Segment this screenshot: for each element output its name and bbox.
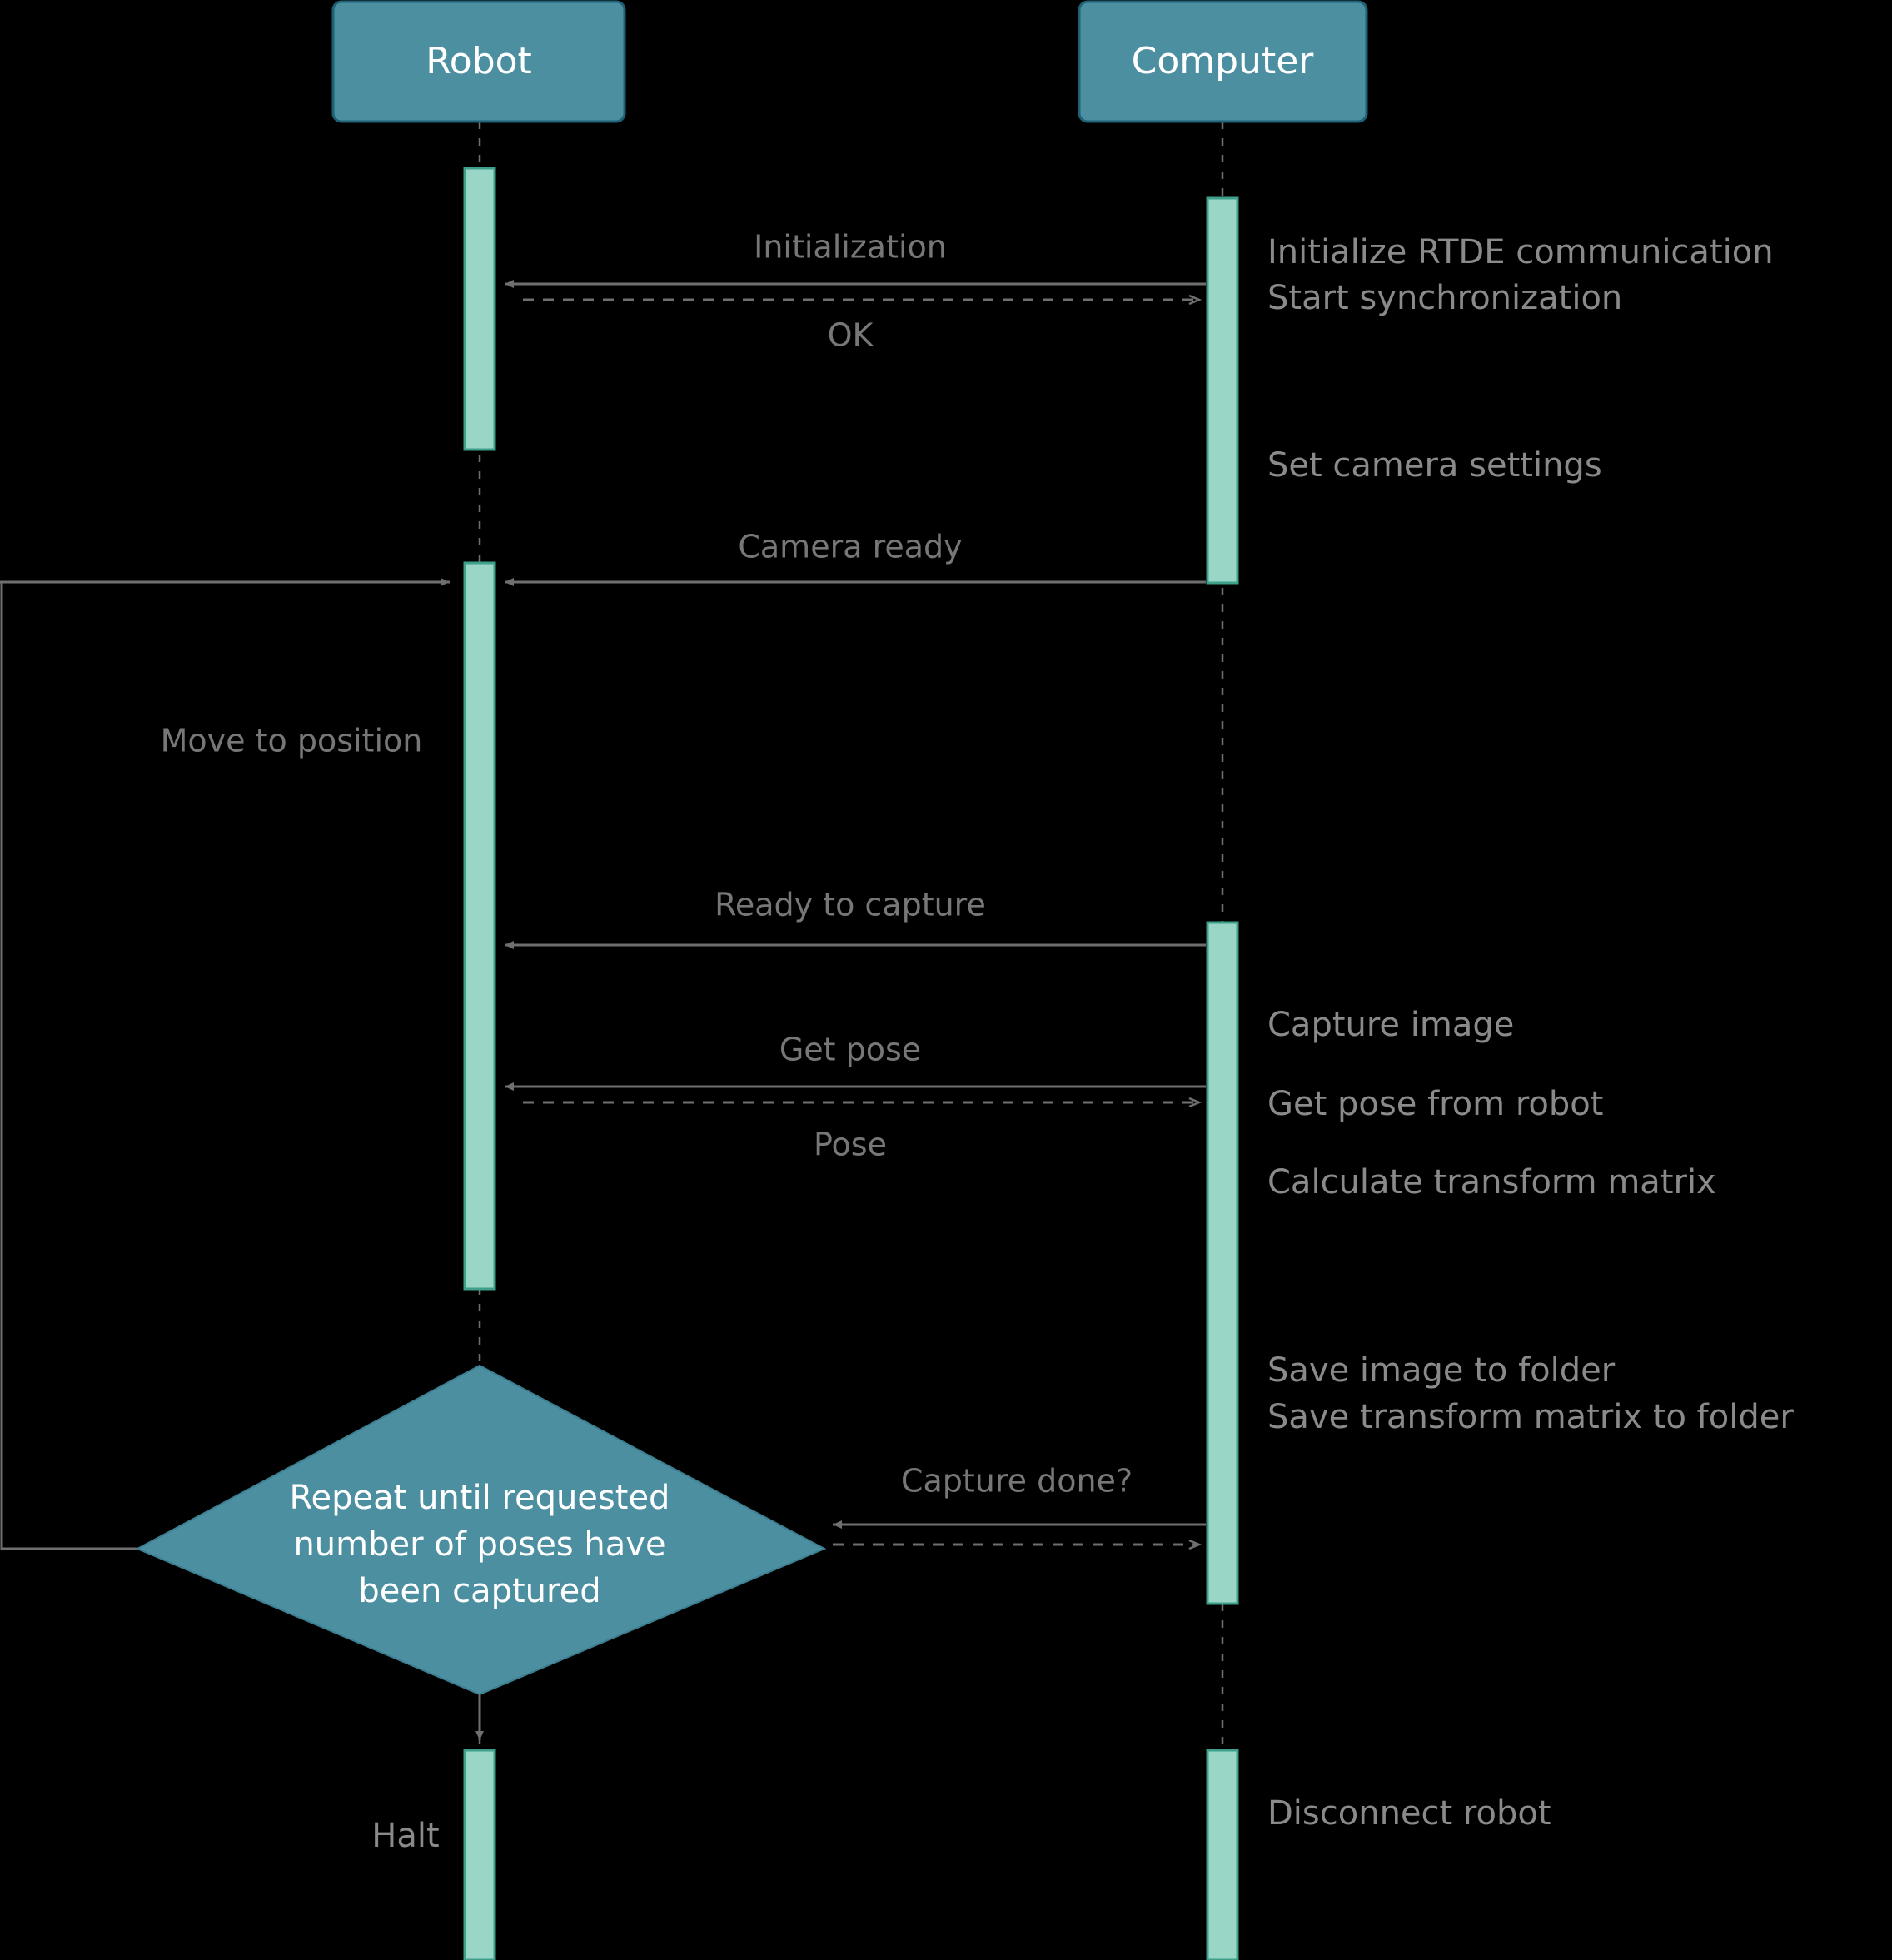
note-save-image-to-folder: Save image to folder xyxy=(1267,1351,1616,1390)
actor-robot-label: Robot xyxy=(426,40,532,82)
message-camera-ready-label: Camera ready xyxy=(738,528,963,565)
note-initialize-rtde: Initialize RTDE communication xyxy=(1267,233,1774,271)
decision-line-1: Repeat until requested xyxy=(289,1479,670,1517)
message-pose xyxy=(523,1102,1199,1163)
activation-computer-capture xyxy=(1207,923,1237,1604)
message-get-pose xyxy=(505,1032,1206,1087)
message-pose-label: Pose xyxy=(814,1126,887,1163)
message-capture-done xyxy=(833,1463,1206,1545)
note-save-transform-matrix: Save transform matrix to folder xyxy=(1267,1398,1794,1436)
message-ok xyxy=(523,300,1199,354)
message-ok-label: OK xyxy=(827,316,874,354)
note-start-synchronization: Start synchronization xyxy=(1267,279,1623,317)
activation-computer-init xyxy=(1207,198,1237,583)
actor-computer[interactable] xyxy=(1079,2,1367,122)
message-ready-to-capture-label: Ready to capture xyxy=(714,886,986,923)
note-disconnect-robot: Disconnect robot xyxy=(1267,1794,1551,1833)
note-get-pose-from-robot: Get pose from robot xyxy=(1267,1085,1604,1123)
decision-line-2: number of poses have xyxy=(293,1525,666,1564)
activation-computer-halt xyxy=(1207,1750,1237,1960)
message-ready-to-capture xyxy=(505,887,1206,946)
actor-robot[interactable] xyxy=(333,2,625,122)
decision-line-3: been captured xyxy=(358,1572,601,1610)
loop-return-path xyxy=(2,582,137,1549)
message-initialization-label: Initialization xyxy=(754,228,947,266)
actor-computer-label: Computer xyxy=(1131,40,1314,82)
message-initialization xyxy=(505,229,1206,285)
loop-move-to-position xyxy=(0,582,450,1549)
note-set-camera-settings: Set camera settings xyxy=(1267,446,1602,485)
message-halt-label: Halt xyxy=(371,1817,440,1855)
message-capture-done-label: Capture done? xyxy=(900,1462,1133,1500)
message-camera-ready xyxy=(505,529,1206,583)
activation-robot-halt xyxy=(465,1750,495,1960)
note-calculate-transform-matrix: Calculate transform matrix xyxy=(1267,1163,1716,1201)
decision-repeat-until-captured xyxy=(137,1366,824,1694)
message-get-pose-label: Get pose xyxy=(779,1031,922,1068)
note-capture-image: Capture image xyxy=(1267,1006,1515,1044)
message-move-to-position-label: Move to position xyxy=(160,722,423,759)
activation-robot-capture xyxy=(465,563,495,1289)
activation-robot-init xyxy=(465,168,495,450)
